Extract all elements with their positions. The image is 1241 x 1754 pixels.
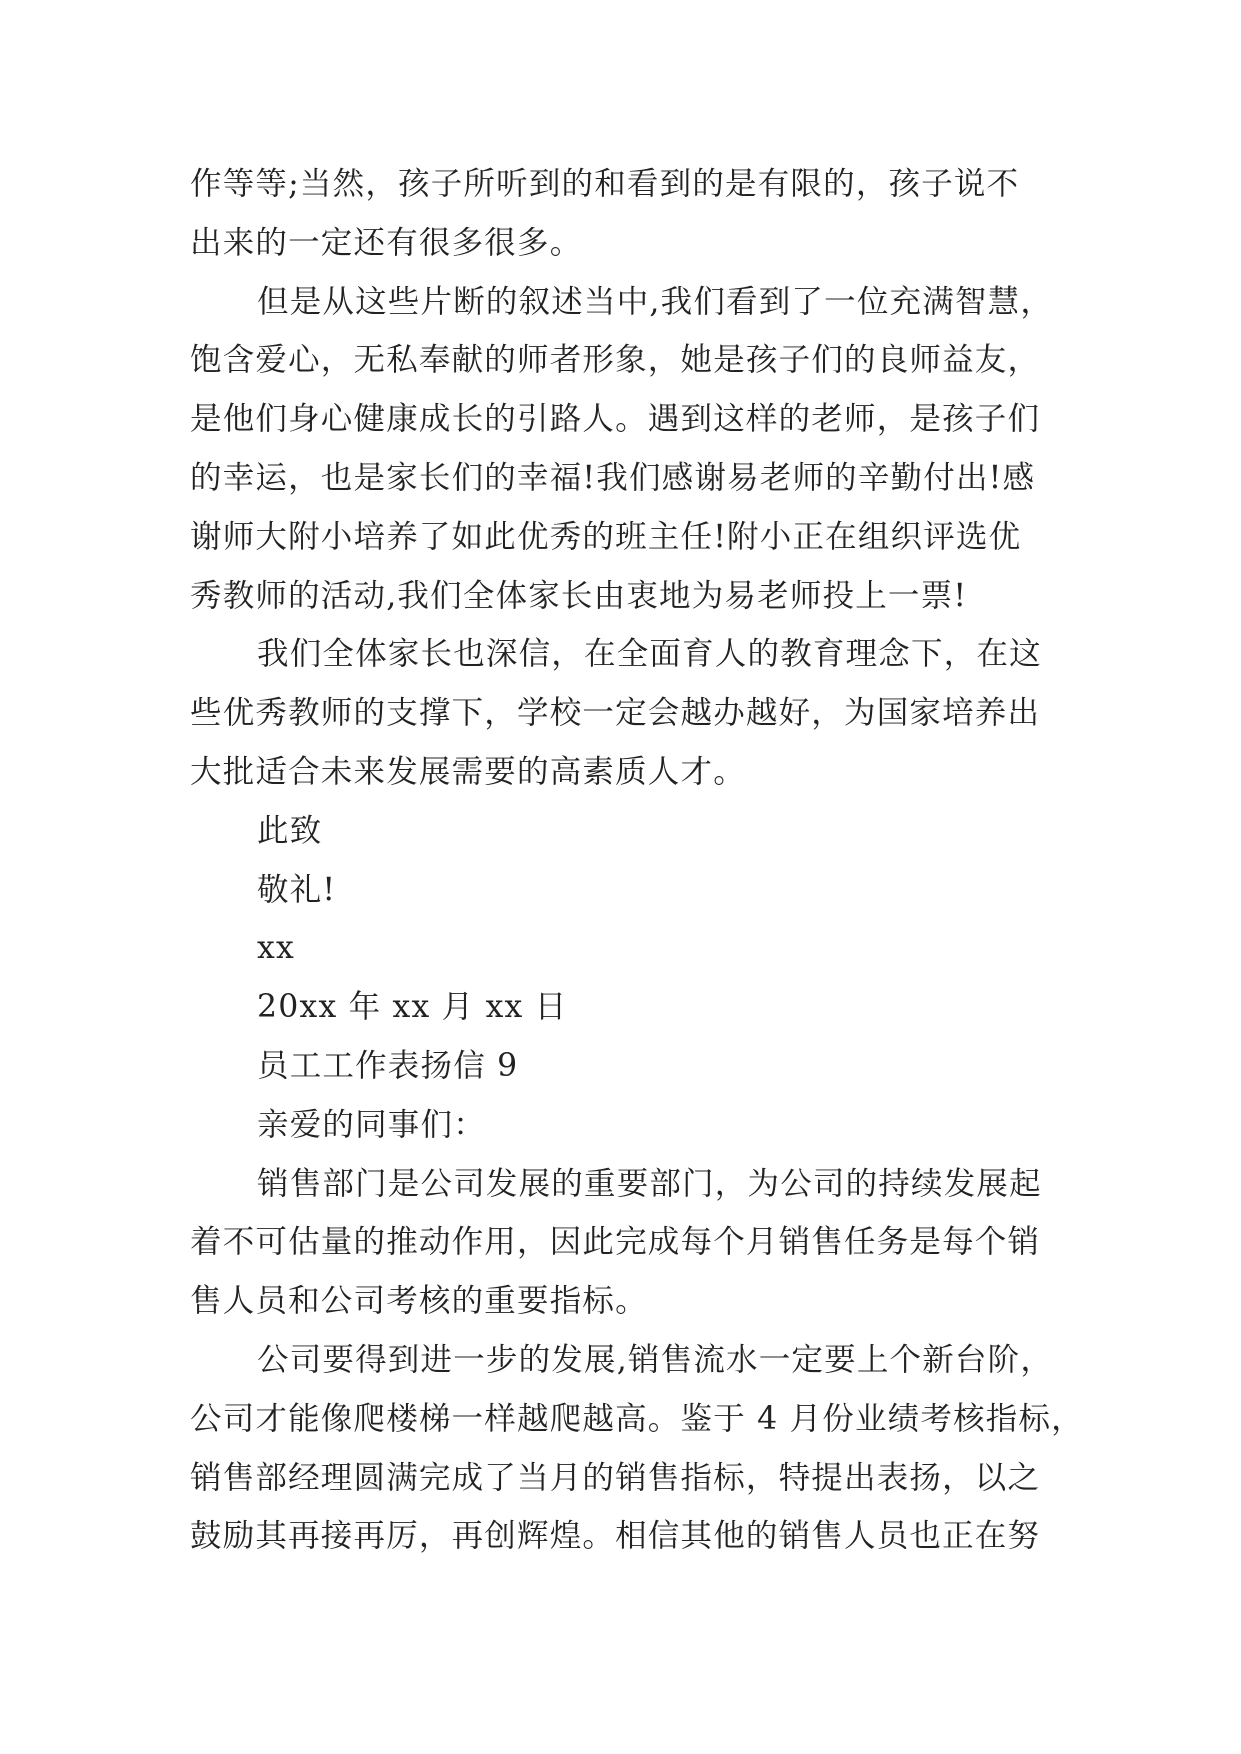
text-line: 公司要得到进一步的发展,销售流水一定要上个新台阶， [257,1341,1054,1378]
text-line: 秀教师的活动,我们全体家长由衷地为易老师投上一票! [190,577,968,614]
text-line: 作等等;当然，孩子所听到的和看到的是有限的，孩子说不 [190,166,1020,202]
text-line: 出来的一定还有很多很多。 [190,224,583,261]
text-line: 公司才能像爬楼梯一样越爬越高。鉴于 4 月份业绩考核指标， [190,1400,1084,1437]
section-title: 员工工作表扬信 9 [257,1047,519,1084]
text-line: 销售部门是公司发展的重要部门，为公司的持续发展起 [257,1165,1042,1202]
text-line: 些优秀教师的支撑下，学校一定会越办越好，为国家培养出 [190,695,1041,732]
salutation-line: 敬礼! [257,871,337,908]
text-line: 鼓励其再接再厉，再创辉煌。相信其他的销售人员也正在努 [190,1518,1041,1555]
text-line: 是他们身心健康成长的引路人。遇到这样的老师，是孩子们 [190,401,1041,438]
salutation-line: 此致 [257,812,323,849]
text-line: 着不可估量的推动作用，因此完成每个月销售任务是每个销 [190,1224,1041,1261]
date-line: 20xx 年 xx 月 xx 日 [257,989,568,1026]
text-line: 但是从这些片断的叙述当中,我们看到了一位充满智慧， [257,283,1054,320]
text-line: 我们全体家长也深信，在全面育人的教育理念下，在这 [257,636,1042,673]
text-line: 大批适合未来发展需要的高素质人才。 [190,753,746,790]
text-line: 的幸运，也是家长们的幸福!我们感谢易老师的辛勤付出!感 [190,459,1036,496]
document-body [190,155,1090,1566]
signature-line: xx [257,930,295,967]
text-line: 售人员和公司考核的重要指标。 [190,1283,648,1320]
text-line: 销售部经理圆满完成了当月的销售指标，特提出表扬，以之 [190,1459,1041,1496]
text-line: 饱含爱心，无私奉献的师者形象，她是孩子们的良师益友， [190,342,1041,379]
text-line: 谢师大附小培养了如此优秀的班主任!附小正在组织评选优 [190,518,1022,555]
greeting-line: 亲爱的同事们： [257,1106,486,1143]
